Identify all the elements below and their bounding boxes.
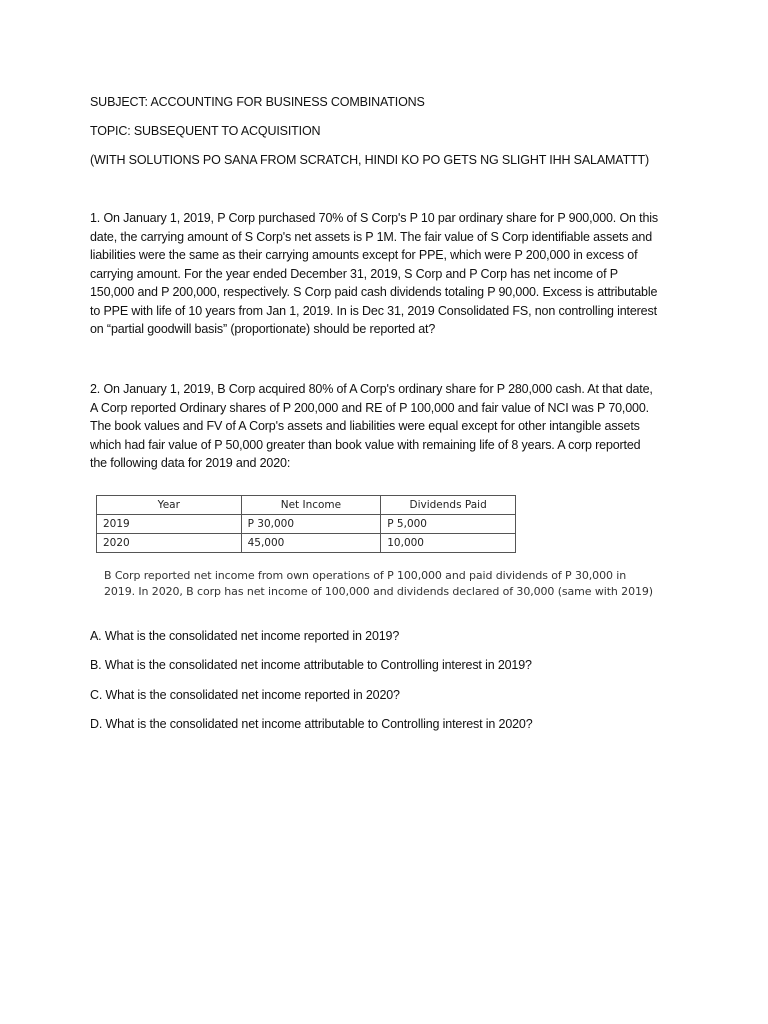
problem-1 — [90, 209, 690, 339]
problem-1-line: 1. On January 1, 2019, P Corp purchased 70% of S Corp's P 10 par ordinary share for P 900,000. On this — [90, 211, 658, 225]
question-d: D. What is the consolidated net income attributable to Controlling interest in 2020? — [90, 717, 533, 731]
question-c: C. What is the consolidated net income reported in 2020? — [90, 688, 400, 702]
note-line: B Corp reported net income from own operations of P 100,000 and paid dividends of P 30,000 in — [104, 569, 627, 582]
table-cell: 10,000 — [381, 534, 516, 553]
problem-2-line: which had fair value of P 50,000 greater than book value with remaining life of 8 years. A corp reported — [90, 437, 641, 452]
b-corp-note — [104, 568, 684, 600]
column-header-year: Year — [97, 496, 242, 515]
question-a: A. What is the consolidated net income reported in 2019? — [90, 629, 400, 643]
table-row — [97, 534, 516, 553]
problem-1-line: liabilities were the same as their carrying amounts except for PPE, which were P 200,000 in excess of — [90, 248, 638, 262]
column-header-dividends-paid: Dividends Paid — [381, 496, 516, 515]
topic-line: TOPIC: SUBSEQUENT TO ACQUISITION — [90, 124, 321, 138]
table-header-row — [97, 496, 516, 515]
problem-1-line: to PPE with life of 10 years from Jan 1, 2019. In is Dec 31, 2019 Consolidated FS, non controlling interest — [90, 303, 657, 318]
problem-2-line: 2. On January 1, 2019, B Corp acquired 80% of A Corp's ordinary share for P 280,000 cash. At that date, — [90, 382, 653, 396]
problem-2-line: the following data for 2019 and 2020: — [90, 456, 291, 470]
column-header-net-income: Net Income — [241, 496, 381, 515]
table-cell: 45,000 — [241, 534, 381, 553]
problem-2 — [90, 380, 690, 473]
problem-2-line: The book values and FV of A Corp's assets and liabilities were equal except for other intangible assets — [90, 419, 640, 433]
problem-1-line: on “partial goodwill basis” (proportionate) should be reported at? — [90, 322, 436, 336]
subject-line: SUBJECT: ACCOUNTING FOR BUSINESS COMBINATIONS — [90, 95, 425, 109]
problem-1-line: carrying amount. For the year ended December 31, 2019, S Corp and P Corp has net income of P — [90, 266, 618, 281]
table-cell: P 30,000 — [241, 515, 381, 534]
table-cell: P 5,000 — [381, 515, 516, 534]
request-line: (WITH SOLUTIONS PO SANA FROM SCRATCH, HINDI KO PO GETS NG SLIGHT IHH SALAMATTT) — [90, 153, 650, 167]
question-b: B. What is the consolidated net income attributable to Controlling interest in 2019? — [90, 658, 532, 672]
table-cell: 2019 — [97, 515, 242, 534]
note-line: 2019. In 2020, B corp has net income of 100,000 and dividends declared of 30,000 (same with 2019) — [104, 585, 653, 598]
problem-1-line: date, the carrying amount of S Corp's net assets is P 1M. The fair value of S Corp identifiable assets and — [90, 229, 653, 244]
problem-1-line: 150,000 and P 200,000, respectively. S Corp paid cash dividends totaling P 90,000. Excess is attributable — [90, 285, 658, 299]
problem-2-line: A Corp reported Ordinary shares of P 200,000 and RE of P 100,000 and fair value of NCI was P 70,000. — [90, 400, 649, 415]
table-cell: 2020 — [97, 534, 242, 553]
table-row — [97, 515, 516, 534]
a-corp-data-table — [96, 495, 516, 553]
